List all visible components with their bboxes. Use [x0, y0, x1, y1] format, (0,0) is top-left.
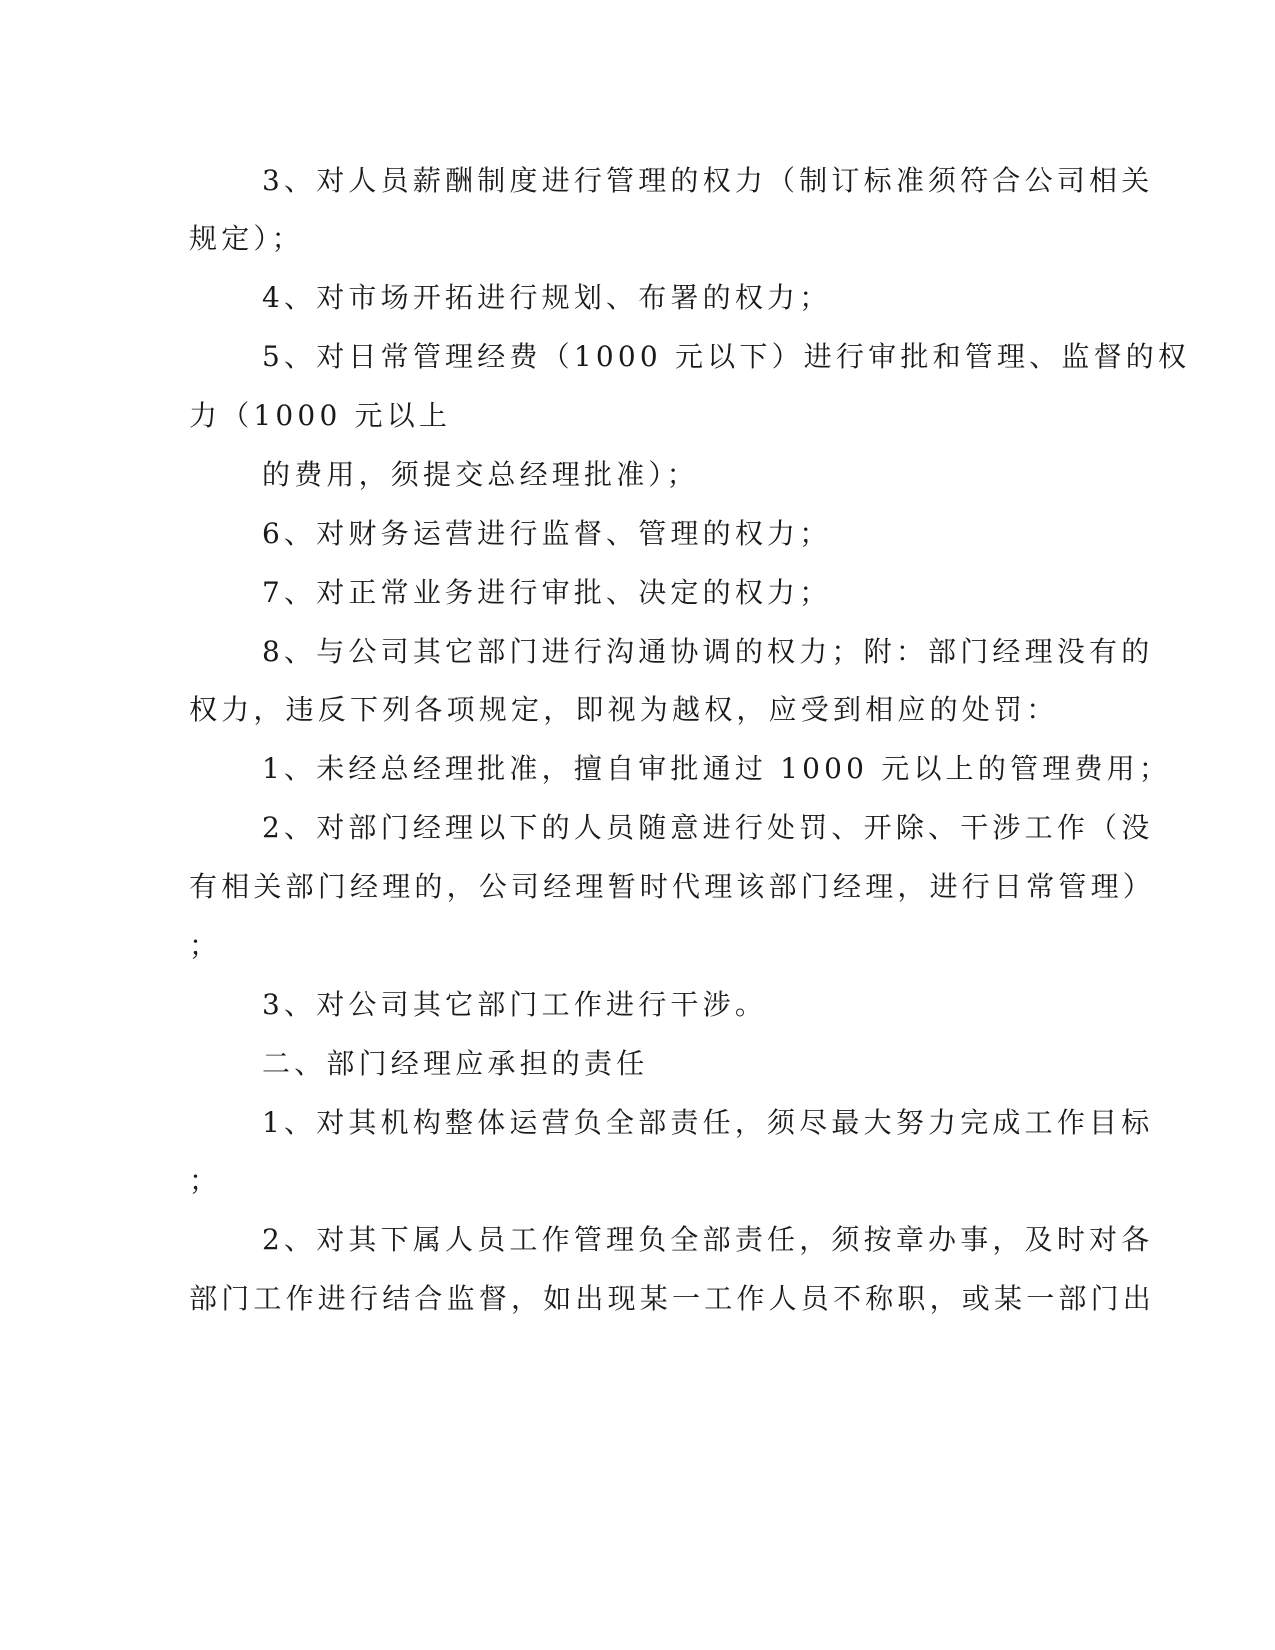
- paragraph-line: 2、对部门经理以下的人员随意进行处罚、开除、干涉工作（没: [262, 811, 1154, 844]
- paragraph-line: 8、与公司其它部门进行沟通协调的权力；附：部门经理没有的: [262, 635, 1154, 668]
- paragraph-line: 规定）；: [189, 222, 304, 255]
- paragraph-line: 6、对财务运营进行监督、管理的权力；: [262, 517, 832, 550]
- paragraph-line: 1、对其机构整体运营负全部责任，须尽最大努力完成工作目标: [262, 1106, 1154, 1139]
- paragraph-line: 1、未经总经理批准，擅自审批通过 1000 元以上的管理费用；: [262, 752, 1172, 785]
- paragraph-line: 4、对市场开拓进行规划、布署的权力；: [262, 281, 832, 314]
- paragraph-line: 5、对日常管理经费（1000 元以下）进行审批和管理、监督的权: [262, 340, 1191, 373]
- paragraph-line: 7、对正常业务进行审批、决定的权力；: [262, 576, 832, 609]
- paragraph-line: ；: [189, 929, 222, 962]
- section-heading: 二、部门经理应承担的责任: [262, 1047, 649, 1080]
- paragraph-line: 3、对人员薪酬制度进行管理的权力（制订标准须符合公司相关: [262, 164, 1154, 197]
- paragraph-line: 部门工作进行结合监督，如出现某一工作人员不称职，或某一部门出: [189, 1282, 1156, 1315]
- paragraph-line: 2、对其下属人员工作管理负全部责任，须按章办事，及时对各: [262, 1223, 1154, 1256]
- paragraph-line: 力（1000 元以上: [189, 399, 452, 432]
- paragraph-line: 3、对公司其它部门工作进行干涉。: [262, 988, 768, 1021]
- paragraph-line: ；: [189, 1164, 222, 1197]
- paragraph-line: 的费用，须提交总经理批准）；: [262, 458, 699, 491]
- paragraph-line: 权力，违反下列各项规定，即视为越权，应受到相应的处罚：: [189, 693, 1059, 726]
- paragraph-line: 有相关部门经理的，公司经理暂时代理该部门经理，进行日常管理）: [189, 870, 1156, 903]
